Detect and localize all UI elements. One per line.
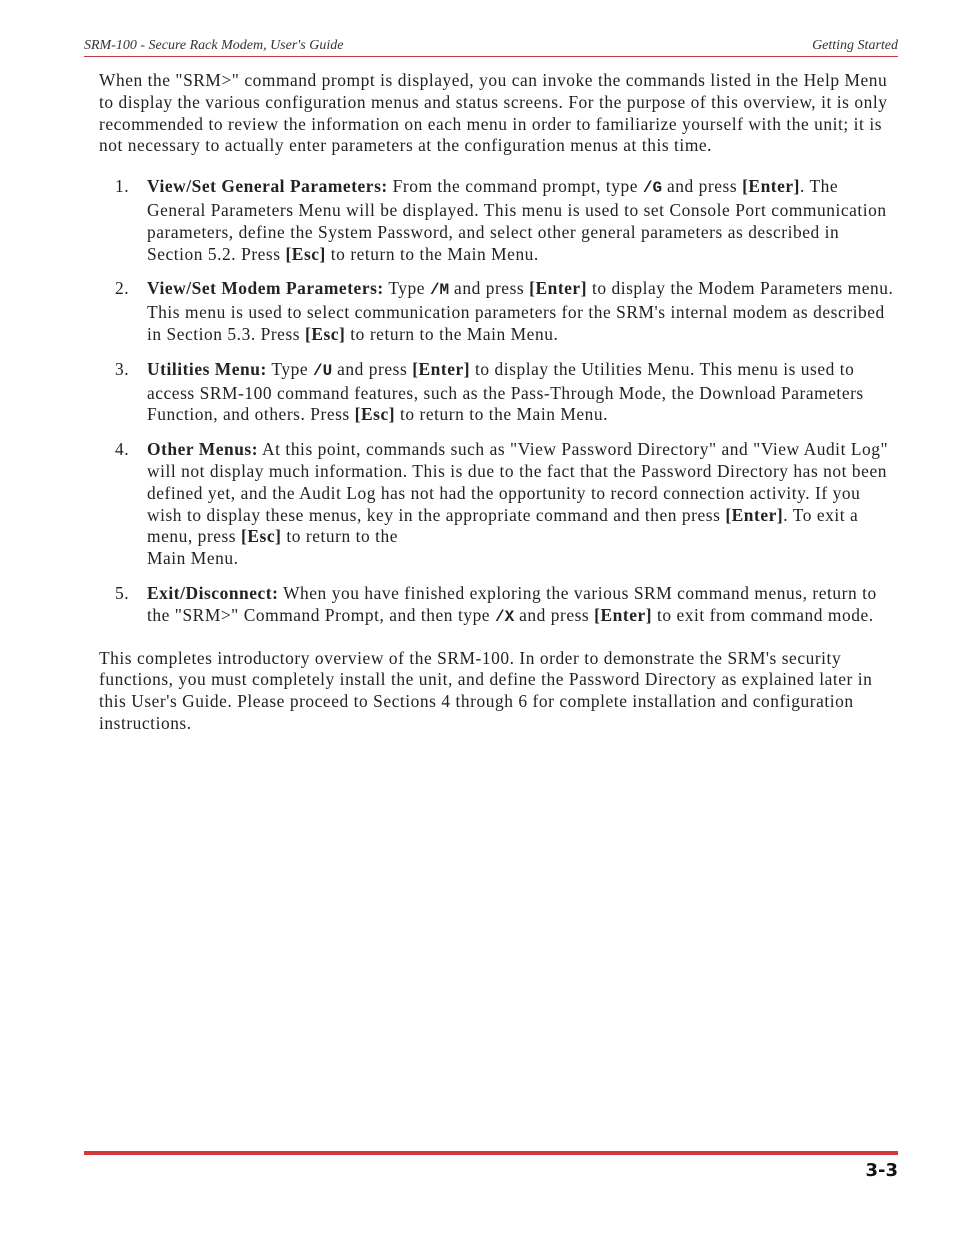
item-text: When you have finished exploring the various SRM command menus, return to the "SRM>" Command Prompt, and then type — [147, 582, 877, 625]
item-text: From the command prompt, type — [387, 176, 643, 197]
item-text: . The General Parameters Menu will be displayed. This menu is used to set Console Port communication parameters, define the System Password, and select other general parameters as described in Section 5.2. Press — [147, 176, 887, 264]
command-code: /M — [429, 281, 450, 300]
list-item — [99, 359, 894, 426]
item-number: 3. — [115, 358, 130, 379]
item-text: to return to the Main Menu. — [325, 243, 539, 264]
key-label: [Esc] — [304, 323, 346, 344]
key-label: [Enter] — [594, 604, 653, 625]
item-title: Utilities Menu: — [147, 358, 267, 379]
item-text: and press — [662, 176, 743, 197]
item-text: and press — [332, 358, 413, 379]
command-code: /G — [642, 179, 663, 198]
command-code: /U — [313, 361, 333, 380]
intro-paragraph: When the "SRM>" command prompt is displayed, you can invoke the commands listed in the Help Menu to display the various configuration menus and status screens. For the purpose of this overview, it is only recommended to review the information on each menu in order to familiarize yourself with the unit; it is not necessary to actually enter parameters at the configuration menus at this time. — [99, 70, 888, 156]
footer-rule — [84, 1151, 898, 1155]
list-item — [99, 439, 894, 570]
item-number: 4. — [115, 439, 130, 460]
item-text: to display the Utilities Menu. This menu is used to access SRM-100 command features, such as the Pass-Through Mode, the Download Parameters Function, and others. Press — [147, 358, 864, 425]
item-text: to return to the Main Menu. — [395, 404, 609, 425]
key-label: [Esc] — [285, 243, 326, 264]
item-text: and press — [449, 278, 530, 299]
item-title: Other Menus: — [147, 439, 259, 460]
list-item — [99, 583, 894, 629]
item-text: to return to the — [281, 526, 399, 547]
item-number: 1. — [115, 176, 130, 197]
key-label: [Esc] — [354, 404, 396, 425]
item-text: Type — [266, 358, 314, 379]
header-document-title: SRM-100 - Secure Rack Modem, User's Guide — [84, 38, 344, 53]
item-text: . To exit a menu, press — [147, 504, 859, 547]
item-title: Exit/Disconnect: — [147, 582, 279, 603]
item-text: to exit from command mode. — [652, 604, 874, 625]
command-code: /X — [494, 607, 515, 626]
key-label: [Enter] — [529, 278, 588, 299]
item-text: Main Menu. — [147, 548, 239, 569]
item-title: View/Set Modem Parameters: — [147, 278, 384, 299]
item-text: At this point, commands such as "View Password Directory" and "View Audit Log" will not display much information. This is due to the fact that the Password Directory has not been defined yet, and the Audit Log has not had the opportunity to record connection activity. If you wish to display these menus, key in the appropriate command and then press — [147, 439, 889, 525]
steps-list — [99, 176, 894, 628]
item-title: View/Set General Parameters: — [147, 176, 388, 197]
running-header — [84, 38, 898, 57]
key-label: [Esc] — [241, 526, 282, 547]
list-item — [99, 278, 894, 345]
item-text: to display the Modem Parameters menu. This menu is used to select communication parameters for the SRM's internal modem as described in Section 5.3. Press — [147, 278, 894, 344]
key-label: [Enter] — [725, 504, 784, 525]
item-number: 5. — [115, 582, 130, 603]
key-label: [Enter] — [412, 358, 471, 379]
header-section-title: Getting Started — [812, 38, 898, 53]
list-item — [99, 176, 894, 265]
closing-paragraph: This completes introductory overview of the SRM-100. In order to demonstrate the SRM's security functions, you must completely install the unit, and define the Password Directory as explained later in this User's Guide. Please proceed to Sections 4 through 6 for complete installation and configuration instructions. — [99, 647, 873, 733]
item-number: 2. — [115, 278, 130, 299]
page-number: 3-3 — [865, 1160, 898, 1181]
item-text: and press — [514, 604, 595, 625]
item-text: Type — [383, 278, 430, 299]
item-text: to return to the Main Menu. — [345, 323, 559, 344]
page-body — [99, 70, 894, 735]
key-label: [Enter] — [742, 176, 801, 197]
